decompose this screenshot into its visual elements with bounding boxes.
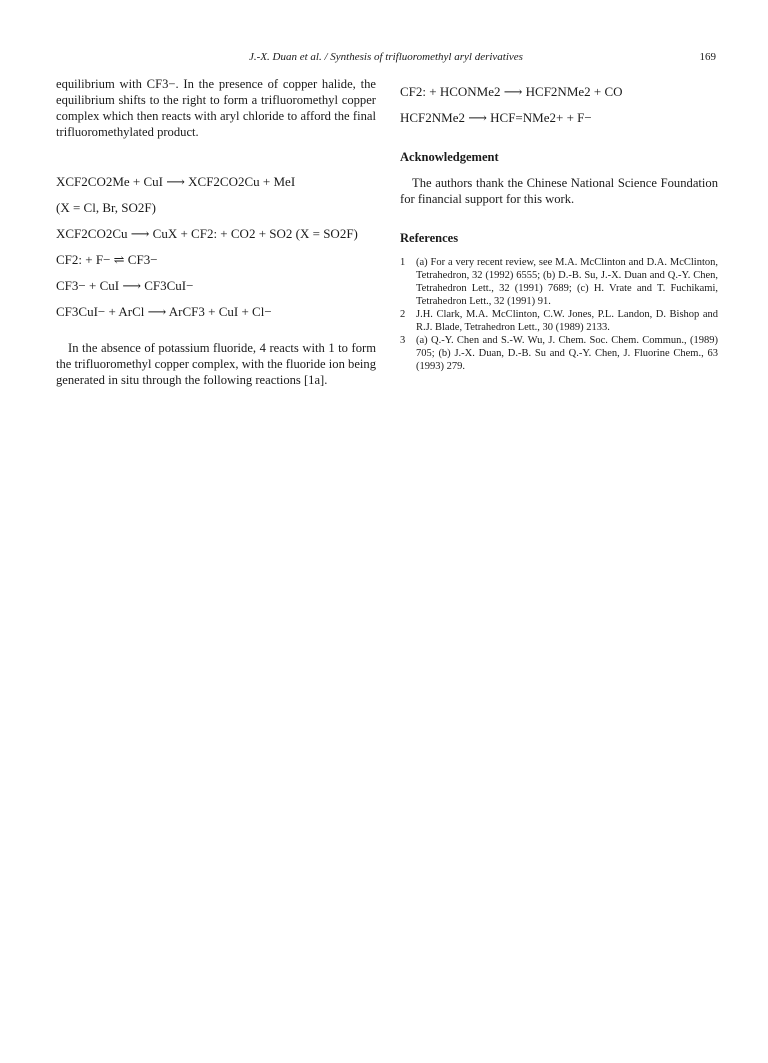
acknowledgement-heading: Acknowledgement [400,150,499,164]
reference-number: 1 [400,257,406,268]
equation: CF2: + HCONMe2 ⟶ HCF2NMe2 + CO [400,84,623,99]
equation: CF3CuI− + ArCl ⟶ ArCF3 + CuI + Cl− [56,304,272,319]
right-column [400,84,718,373]
reference-number: 3 [400,335,406,346]
intro-paragraph: equilibrium with CF3−. In the presence of copper halide, the equilibrium shifts to the right to form a trifluoromethyl copper complex which then reacts with aryl chloride to afford the final trifluoromethylated product. [56,77,376,139]
reference-text: (a) Q.-Y. Chen and S.-W. Wu, J. Chem. Soc. Chem. Commun., (1989) 705; (b) J.-X. Duan, D.-B. Su and Q.-Y. Chen, J. Fluorine Chem., 63 (1993) 279. [416,335,718,372]
closing-paragraph: In the absence of potassium fluoride, 4 reacts with 1 to form the trifluoromethyl copper complex, with the fluoride ion being generated in situ through the following reactions [1a]. [56,341,377,387]
reference-item [400,334,718,373]
equation: HCF2NMe2 ⟶ HCF=NMe2+ + F− [400,110,592,125]
equation: XCF2CO2Cu ⟶ CuX + CF2: + CO2 + SO2 (X = SO2F) [56,226,358,241]
reference-text: J.H. Clark, M.A. McClinton, C.W. Jones, P.L. Landon, D. Bishop and R.J. Blade, Tetrahedron Lett., 30 (1989) 2133. [416,309,718,333]
equation-block-right [400,84,718,126]
page-number: 169 [699,51,716,63]
references-heading: References [400,231,459,245]
reference-list [400,256,718,373]
running-header [56,51,716,63]
equation-block-left [56,174,376,320]
reference-number: 2 [400,309,406,320]
equation: CF2: + F− ⇌ CF3− [56,252,158,267]
equation-condition: (X = Cl, Br, SO2F) [56,200,156,215]
reference-item [400,308,718,334]
running-title: J.-X. Duan et al. / Synthesis of trifluoromethyl aryl derivatives [249,51,523,63]
equation: XCF2CO2Me + CuI ⟶ XCF2CO2Cu + MeI [56,174,296,189]
reference-item [400,256,718,308]
acknowledgement-text: The authors thank the Chinese National Science Foundation for financial support for this work. [400,176,718,206]
reference-text: (a) For a very recent review, see M.A. McClinton and D.A. McClinton, Tetrahedron, 32 (1992) 6555; (b) D.-B. Su, J.-X. Duan and Q.-Y. Chen, Tetrahedron Lett., 32 (1991) 7689; (c) H. Vrate and T. Fuchikami, Tetrahedron Lett., 32 (1991) 91. [416,257,718,307]
left-column [56,76,376,388]
equation: CF3− + CuI ⟶ CF3CuI− [56,278,194,293]
